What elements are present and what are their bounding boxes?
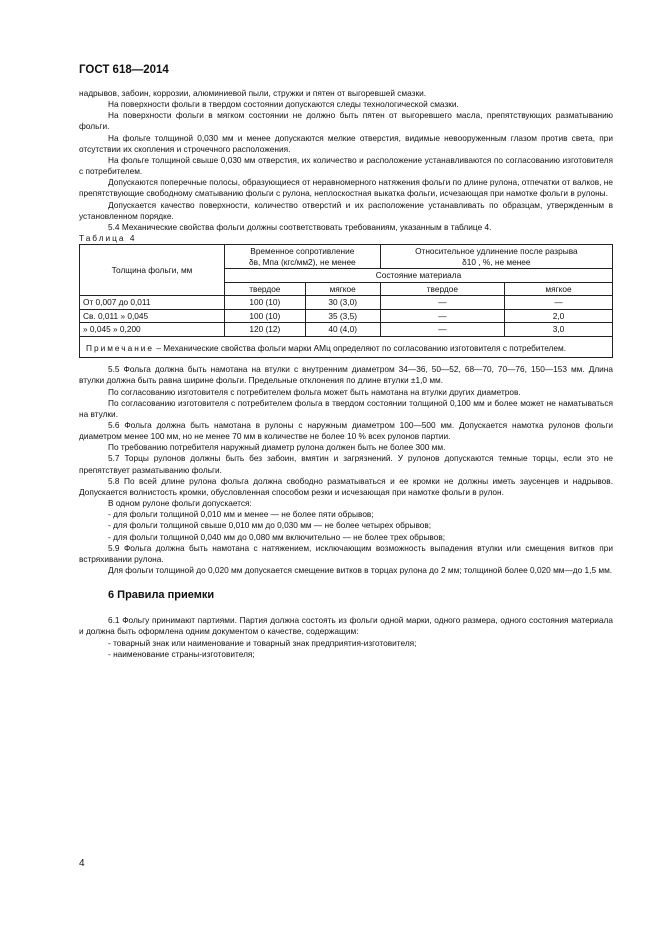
table-header-state: мягкое [305, 282, 380, 296]
paragraph: По требованию потребителя наружный диаметр рулона должен быть не более 300 мм. [108, 442, 446, 453]
table-header-state: мягкое [505, 282, 613, 296]
paragraph: 5.8 По всей длине рулона фольга должна свободно разматываться и ее кромки не должны иметь заусенцев и надрывов. Допускается волнистость кромки, обусловленная способом резки и исчезающая при намотке фольги в рулон. [79, 475, 613, 497]
paragraph: 6.1 Фольгу принимают партиями. Партия должна состоять из фольги одной марки, одного размера, одного состояния материала и должна быть оформлена одним документом о качестве, содержащим: [79, 615, 613, 637]
paragraph: 5.9 Фольга должна быть намотана с натяжением, исключающим возможность выпадения втулки или смещения витков при встряхивании рулона. [79, 542, 613, 564]
table-cell: 120 (12) [225, 323, 306, 337]
paragraph: Допускается качество поверхности, количество отверстий и их расположение устанавливать по образцам, утвержденным в установленном порядке. [79, 199, 613, 221]
table-header-material-state: Состояние материала [225, 269, 613, 283]
table-row [80, 296, 613, 310]
table-note [80, 336, 613, 358]
table-cell: 35 (3,5) [305, 309, 380, 323]
table-header-state: твердое [225, 282, 306, 296]
elongation-unit: δ10 , %, не менее [462, 256, 531, 267]
note-text: – Механические свойства фольги марки АМц определяют по согласованию изготовителя с потребителем. [156, 342, 567, 353]
document-header: ГОСТ 618—2014 [79, 64, 169, 76]
table-caption: Таблица 4 [79, 233, 137, 244]
paragraph: На поверхности фольги в твердом состоянии допускаются следы технологической смазки. [108, 99, 459, 110]
table-cell: 3,0 [505, 323, 613, 337]
paragraph: 5.5 Фольга должна быть намотана на втулки с внутренним диаметром 34—36, 50—52, 68—70, 70—76, 150—153 мм. Длина втулки должна быть равна ширине фольги. Предельные отклонения по длине втулки ±1,0 мм. [79, 364, 613, 386]
document-body [79, 88, 613, 660]
paragraph: На фольге толщиной 0,030 мм и менее допускаются мелкие отверстия, видимые невооруженным глазом против света, при отсутствии их скопления и строчечного расположения. [79, 132, 613, 154]
paragraph: По согласованию изготовителя с потребителем фольга в твердом состоянии толщиной 0,100 мм и более может не наматываться на втулки. [79, 397, 613, 419]
table-cell: — [380, 309, 504, 323]
paragraph: 5.7 Торцы рулонов должны быть без забоин, вмятин и загрязнений. У рулонов допускаются темные торцы, если это не препятствует разматыванию фольги. [79, 453, 613, 475]
table-row [80, 309, 613, 323]
table-cell: От 0,007 до 0,011 [80, 296, 225, 310]
paragraph: На поверхности фольги в мягком состоянии не должно быть пятен от выгоревшего масла, препятствующих разматыванию фольги. [79, 110, 613, 132]
paragraph: надрывов, забоин, коррозии, алюминиевой пыли, стружки и пятен от выгоревшей смазки. [79, 88, 427, 98]
strength-label: Временное сопротивление [250, 246, 355, 257]
paragraph: 5.4 Механические свойства фольги должны соответствовать требованиям, указанным в таблице 4. [108, 221, 492, 232]
table-cell: — [380, 323, 504, 337]
paragraph: Допускаются поперечные полосы, образующиеся от неравномерного натяжения фольги по длине рулона, отпечатки от валков, не препятствующие свободному сматыванию фольги с рулона, неплоскостная выкатка фольги, исчезающая при намотке фольги в рулоны. [79, 177, 613, 199]
table-cell: 100 (10) [225, 309, 306, 323]
list-item: - для фольги толщиной 0,010 мм и менее — не более пяти обрывов; [108, 509, 374, 520]
table-cell: — [380, 296, 504, 310]
paragraph: По согласованию изготовителя с потребителем фольга может быть намотана на втулки других диаметров. [108, 386, 521, 397]
table-cell: 2,0 [505, 309, 613, 323]
section-heading: 6 Правила приемки [108, 589, 215, 602]
list-item: - товарный знак или наименование и товарный знак предприятия-изготовителя; [108, 637, 417, 648]
table-cell: — [505, 296, 613, 310]
table-cell: 100 (10) [225, 296, 306, 310]
table-header-strength [225, 245, 381, 269]
paragraph: На фольге толщиной свыше 0,030 мм отверстия, их количество и расположение устанавливаются по согласованию изготовителя с потребителем. [79, 154, 613, 177]
table-header-thickness: Толщина фольги, мм [80, 245, 225, 296]
list-item: - для фольги толщиной 0,040 мм до 0,080 мм включительно — не более трех обрывов; [108, 531, 446, 542]
page-number: 4 [79, 858, 85, 869]
table-header-elongation [380, 245, 612, 269]
table-header-state: твердое [380, 282, 504, 296]
note-label: Примечание [86, 342, 155, 353]
list-item: - для фольги толщиной свыше 0,010 мм до 0,030 мм — не более четырех обрывов; [108, 520, 432, 531]
table-cell: 40 (4,0) [305, 323, 380, 337]
paragraph: 5.6 Фольга должна быть намотана в рулоны с наружным диаметром 100—500 мм. Допускается намотка рулонов фольги диаметром менее 100 мм, но не менее 70 мм в количестве не более 10 % всех рулонов партии. [79, 419, 613, 442]
paragraph: Для фольги толщиной до 0,020 мм допускается смещение витков в торцах рулона до 2 мм; толщиной более 0,020 мм—до 1,5 мм. [108, 565, 613, 575]
mechanical-properties-table [79, 244, 613, 358]
table-cell: 30 (3,0) [305, 296, 380, 310]
table-cell: » 0,045 » 0,200 [80, 323, 225, 337]
table-row [80, 323, 613, 337]
list-item: - наименование страны-изготовителя; [108, 648, 255, 659]
strength-unit: δв, Мпа (кгс/мм2), не менее [249, 256, 356, 267]
table-cell: Св. 0,011 » 0,045 [80, 309, 225, 323]
paragraph: В одном рулоне фольги допускается: [108, 498, 252, 509]
elongation-label: Относительное удлинение после разрыва [415, 246, 578, 257]
